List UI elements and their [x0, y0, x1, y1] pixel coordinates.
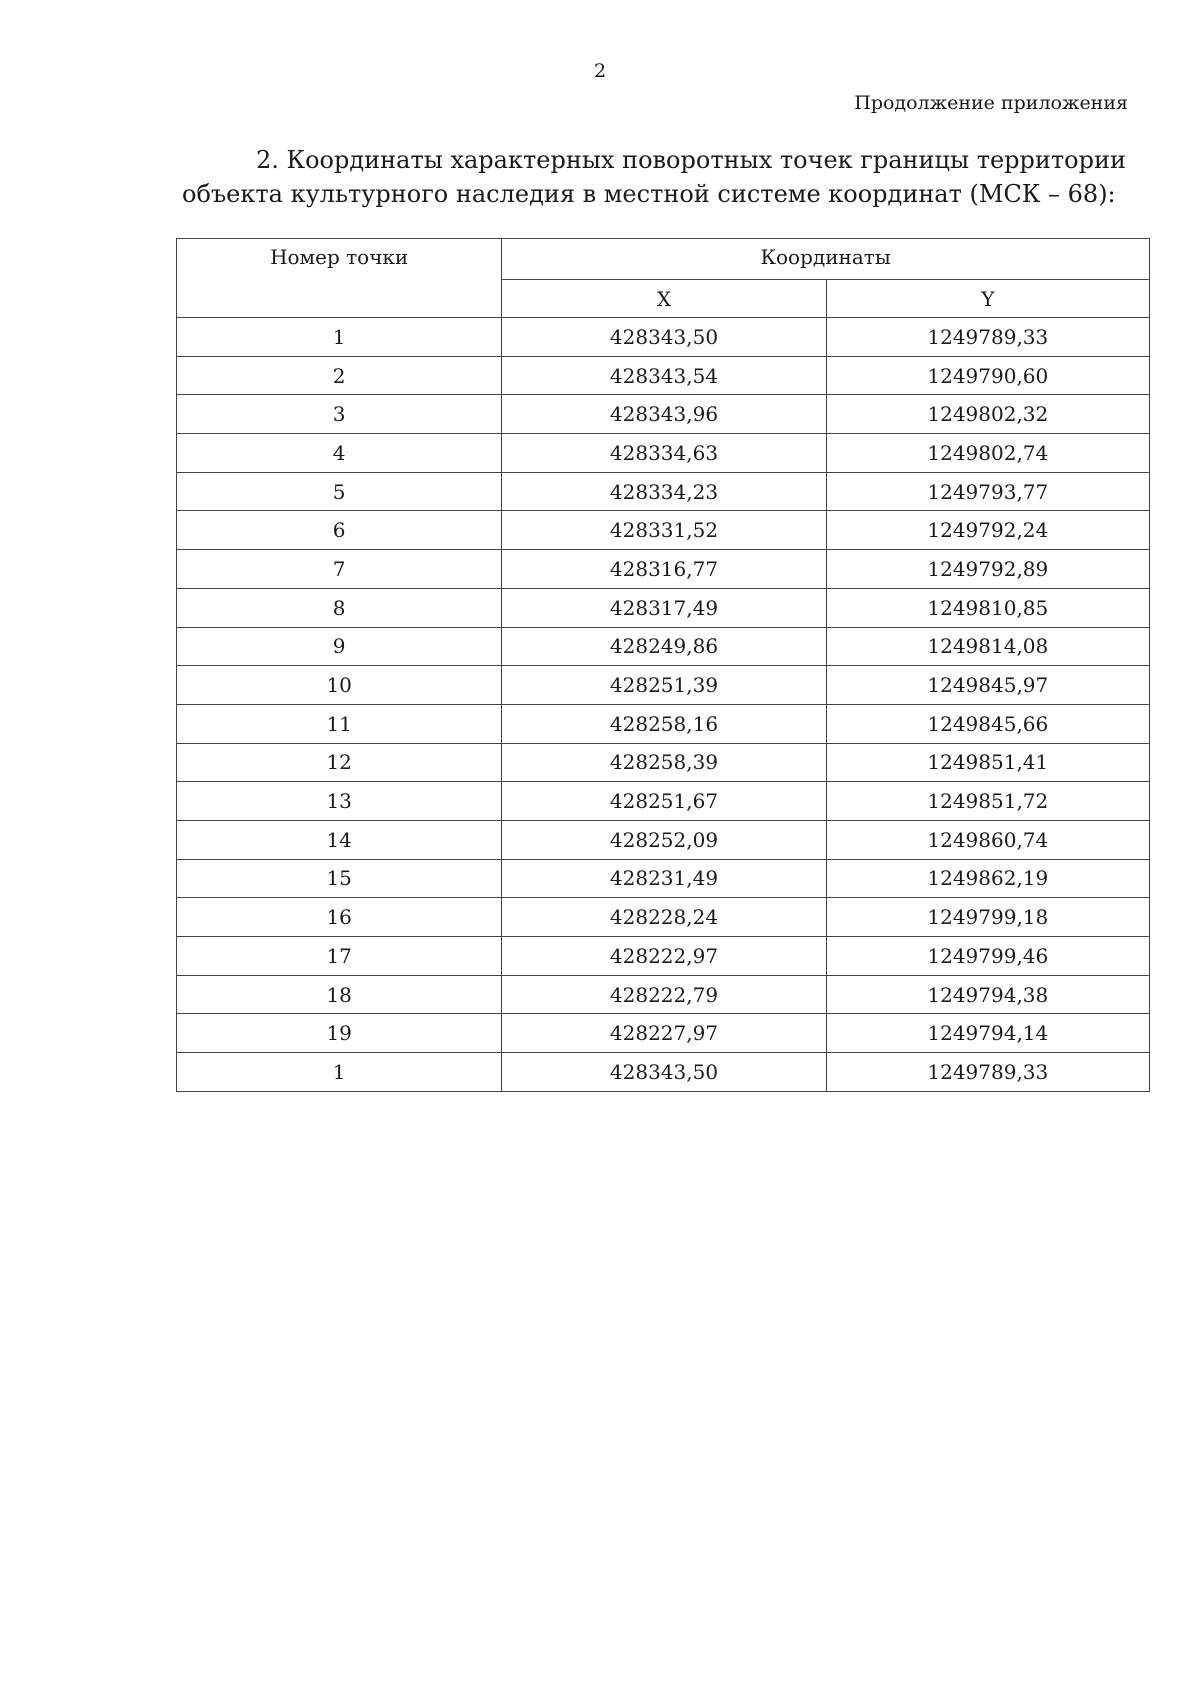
table-row — [177, 550, 1150, 589]
table-row — [177, 395, 1150, 434]
cell-x: 428331,52 — [502, 511, 826, 550]
header-coordinates: Координаты — [502, 239, 1150, 280]
cell-y: 1249799,46 — [826, 937, 1149, 976]
cell-y: 1249793,77 — [826, 472, 1149, 511]
cell-y: 1249799,18 — [826, 898, 1149, 937]
cell-point-number: 3 — [177, 395, 502, 434]
cell-point-number: 18 — [177, 975, 502, 1014]
cell-y: 1249792,24 — [826, 511, 1149, 550]
cell-y: 1249845,66 — [826, 704, 1149, 743]
cell-x: 428317,49 — [502, 588, 826, 627]
table-row — [177, 1014, 1150, 1053]
table-row — [177, 318, 1150, 357]
cell-point-number: 1 — [177, 318, 502, 357]
cell-point-number: 14 — [177, 820, 502, 859]
cell-point-number: 19 — [177, 1014, 502, 1053]
cell-y: 1249851,41 — [826, 743, 1149, 782]
cell-x: 428228,24 — [502, 898, 826, 937]
table-body — [177, 318, 1150, 1092]
cell-point-number: 11 — [177, 704, 502, 743]
cell-point-number: 6 — [177, 511, 502, 550]
cell-point-number: 5 — [177, 472, 502, 511]
cell-point-number: 13 — [177, 782, 502, 821]
cell-point-number: 10 — [177, 666, 502, 705]
cell-x: 428227,97 — [502, 1014, 826, 1053]
table-row — [177, 588, 1150, 627]
cell-y: 1249792,89 — [826, 550, 1149, 589]
cell-x: 428249,86 — [502, 627, 826, 666]
cell-x: 428316,77 — [502, 550, 826, 589]
page-number: 2 — [593, 60, 607, 82]
table-row — [177, 975, 1150, 1014]
header-point-number: Номер точки — [177, 239, 502, 318]
table-row — [177, 782, 1150, 821]
cell-x: 428251,67 — [502, 782, 826, 821]
table-row — [177, 434, 1150, 473]
cell-x: 428222,97 — [502, 937, 826, 976]
cell-y: 1249802,74 — [826, 434, 1149, 473]
cell-y: 1249794,14 — [826, 1014, 1149, 1053]
section-heading: 2. Координаты характерных поворотных точек границы территории объекта культурного наследия в местной системе координат (МСК – 68): — [182, 146, 1126, 208]
cell-x: 428258,16 — [502, 704, 826, 743]
table-row — [177, 859, 1150, 898]
cell-x: 428334,23 — [502, 472, 826, 511]
cell-x: 428231,49 — [502, 859, 826, 898]
cell-x: 428252,09 — [502, 820, 826, 859]
cell-y: 1249789,33 — [826, 318, 1149, 357]
cell-x: 428222,79 — [502, 975, 826, 1014]
table-row — [177, 898, 1150, 937]
coordinates-table — [176, 238, 1150, 1092]
cell-point-number: 1 — [177, 1053, 502, 1092]
table-header — [177, 239, 1150, 318]
cell-x: 428251,39 — [502, 666, 826, 705]
cell-point-number: 15 — [177, 859, 502, 898]
cell-point-number: 9 — [177, 627, 502, 666]
cell-y: 1249845,97 — [826, 666, 1149, 705]
table-row — [177, 511, 1150, 550]
cell-point-number: 4 — [177, 434, 502, 473]
header-x: X — [502, 280, 826, 318]
table-row — [177, 627, 1150, 666]
cell-y: 1249802,32 — [826, 395, 1149, 434]
cell-y: 1249794,38 — [826, 975, 1149, 1014]
cell-x: 428343,50 — [502, 1053, 826, 1092]
cell-point-number: 2 — [177, 356, 502, 395]
continuation-label: Продолжение приложения — [854, 92, 1128, 114]
table-row — [177, 472, 1150, 511]
table-row — [177, 820, 1150, 859]
cell-point-number: 12 — [177, 743, 502, 782]
cell-y: 1249790,60 — [826, 356, 1149, 395]
cell-point-number: 17 — [177, 937, 502, 976]
table-row — [177, 704, 1150, 743]
table-row — [177, 356, 1150, 395]
cell-point-number: 7 — [177, 550, 502, 589]
table-row — [177, 1053, 1150, 1092]
cell-x: 428343,96 — [502, 395, 826, 434]
cell-y: 1249810,85 — [826, 588, 1149, 627]
cell-x: 428334,63 — [502, 434, 826, 473]
cell-y: 1249862,19 — [826, 859, 1149, 898]
cell-point-number: 8 — [177, 588, 502, 627]
cell-y: 1249851,72 — [826, 782, 1149, 821]
header-y: Y — [826, 280, 1149, 318]
cell-x: 428343,50 — [502, 318, 826, 357]
table-row — [177, 666, 1150, 705]
cell-y: 1249789,33 — [826, 1053, 1149, 1092]
cell-x: 428258,39 — [502, 743, 826, 782]
table-row — [177, 743, 1150, 782]
cell-x: 428343,54 — [502, 356, 826, 395]
cell-y: 1249860,74 — [826, 820, 1149, 859]
table-row — [177, 937, 1150, 976]
cell-point-number: 16 — [177, 898, 502, 937]
cell-y: 1249814,08 — [826, 627, 1149, 666]
